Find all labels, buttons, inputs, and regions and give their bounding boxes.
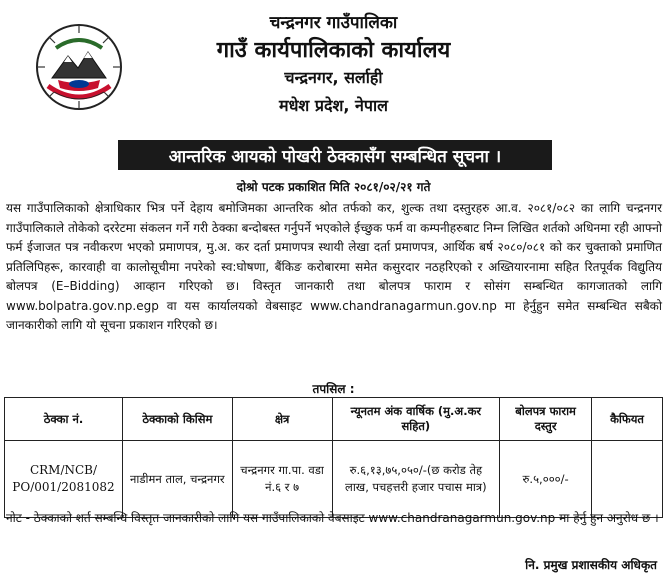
municipality-name: चन्द्रनगर गाउँपालिका [269, 13, 398, 33]
table-row [5, 441, 663, 518]
tender-type-cell: नाडीमन ताल, चन्द्रनगर [122, 441, 232, 518]
notice-title-banner [118, 140, 552, 170]
remarks-cell [592, 441, 663, 518]
notice-body: यस गाउँपालिकाको क्षेत्राधिकार भित्र पर्ने देहाय बमोजिमका आन्तरिक श्रोत तर्फको कर, शुल्क तथा दस्तुरहरु आ.व. २०८१/०८२ का लागि चन्द्रनगर गाउँपालिकाले तोकेको दररेटमा संकलन गर्ने गरी ठेक्का बन्दोबस्त गर्नुपर्ने भएकोले ईच्छुक फर्म वा कम्पनीहरुबाट निम्न लिखित शर्तको अधिनमा रही आफ्नो फर्म ईजाजत पत्र नवीकरण भएको प्रमाणपत्र, मु.अ. कर दर्ता प्रमाणपत्र स्थायी लेखा दर्ता प्रमाणपत्र, आर्थिक बर्ष २०८०/०८१ को कर चुक्ताको प्रमाणित प्रतिलिपिहरू, कारवाही वा कालोसूचीमा नपरेको स्व:घोषणा, बैंकिङ करोबारमा समेत कसुरदार नठहरिएको र अख्तियारनामा सहित रितपूर्वक विद्युतिय बोलपत्र (E–Bidding) आव्हान गरिएको छ। विस्तृत जानकारी तथा बोलपत्र फाराम र सोसंग सम्बन्धित कागजातको लागि www.bolpatra.gov.np.egp वा यस कार्यालयको वेबसाइट www.chandranagarmun.gov.np मा हेर्नुहुन समेत सम्बन्धित सबैको जानकारीको लागि यो सूचना प्रकाशन गरिएको छ। [6, 201, 662, 332]
column-header-area: क्षेत्र [232, 398, 332, 441]
column-header-tender-number: ठेक्का नं. [5, 398, 123, 441]
publication-date: दोश्रो पटक प्रकाशित मिति २०८१/०२/२१ गते [236, 180, 431, 194]
footer-note: नोट - ठेक्काको शर्त सम्बन्धि विस्तृत जानकारीको लागि यस गाउँपालिकाको वेबसाइट www.chandranagarmun.gov.np मा हेर्नु हुन अनुरोध छ । [6, 511, 659, 525]
table-title: तपसिल : [312, 382, 355, 396]
column-header-minimum-amount: न्यूनतम अंक वार्षिक (मु.अ.कर सहित) [332, 398, 500, 441]
table-header-row [5, 398, 663, 441]
office-location: चन्द्रनगर, सर्लाही [284, 68, 383, 87]
column-header-remarks: कैफियत [592, 398, 663, 441]
province-name: मधेश प्रदेश, नेपाल [279, 96, 388, 115]
column-header-tender-type: ठेक्काको किसिम [122, 398, 232, 441]
minimum-amount-cell: रु.६,१३,७५,०५०/-(छ करोड तेह लाख, पचहत्तरी हजार पचास मात्र) [332, 441, 500, 518]
tender-number-cell: CRM/NCB/ PO/001/2081082 [5, 441, 123, 518]
tender-table [4, 397, 663, 518]
notice-title: आन्तरिक आयको पोखरी ठेक्कासँग सम्बन्धित सूचना । [168, 146, 502, 167]
office-name: गाउँ कार्यपालिकाको कार्यालय [216, 38, 451, 63]
form-fee-cell: रु.५,०००/- [500, 441, 592, 518]
column-header-form-fee: बोलपत्र फाराम दस्तुर [500, 398, 592, 441]
area-cell: चन्द्रनगर गा.पा. वडा नं.६ र ७ [232, 441, 332, 518]
signature-title: नि. प्रमुख प्रशासकीय अधिकृत [525, 558, 657, 572]
